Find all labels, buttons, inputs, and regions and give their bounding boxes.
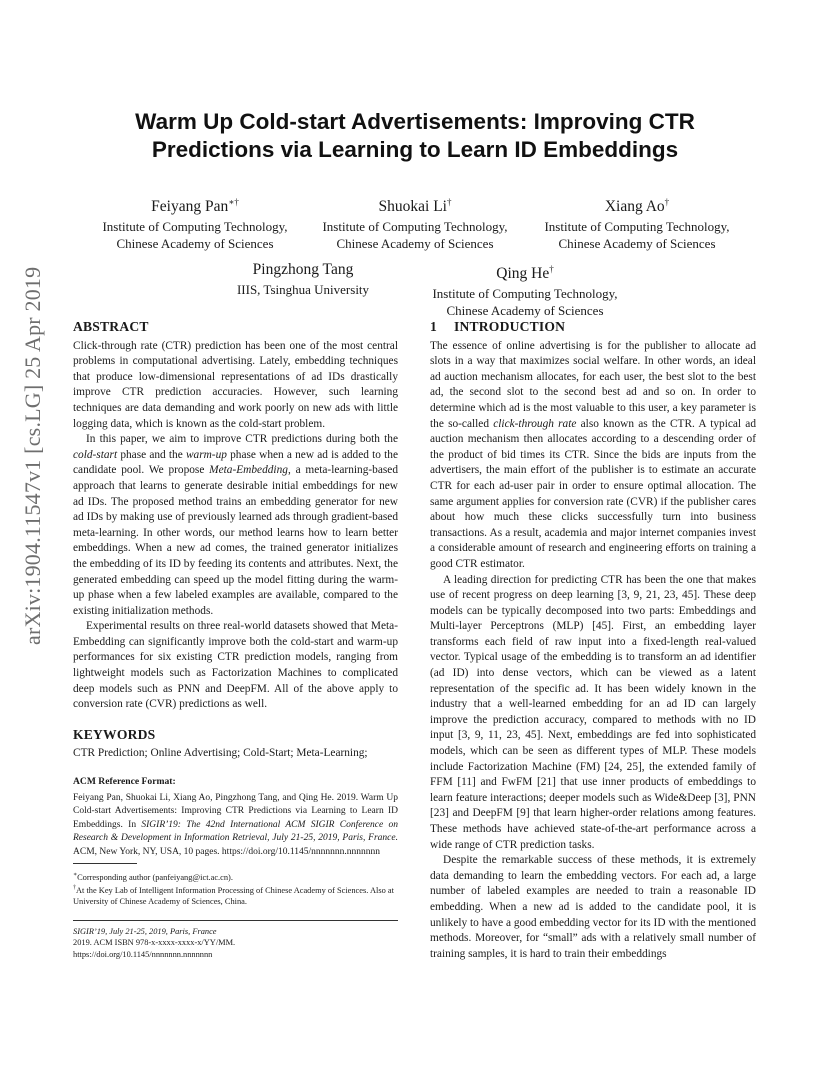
footnote-corresponding-author: ∗Corresponding author (panfeiyang@ict.ac.cn). xyxy=(73,872,233,882)
author-qing-he xyxy=(415,260,635,319)
footnote-divider xyxy=(73,863,137,864)
arxiv-identifier xyxy=(14,266,54,645)
reference-text: Feiyang Pan, Shuokai Li, Xiang Ao, Pingzhong Tang, and Qing He. 2019. Warm Up Cold-start Advertisements: Improving CTR Predictions via Learning to Learn ID Embeddings. In SIGIR’19: The 42nd International ACM SIGIR Conference on Research & Development in Information Retrieval, July 21-25, 2019, Paris, France. ACM, New York, NY, USA, 10 pages. https://doi.org/10.1145/nnnnnnn.nnnnnnn xyxy=(73,792,398,857)
author-name: Pingzhong Tang xyxy=(252,261,354,278)
author-name: Xiang Ao xyxy=(604,198,665,216)
keywords-text: CTR Prediction; Online Advertising; Cold-Start; Meta-Learning; xyxy=(73,747,368,760)
author-name: Qing He xyxy=(496,265,550,283)
arxiv-id-text: arXiv:1904.11547v1 [cs.LG] 25 Apr 2019 xyxy=(20,266,45,645)
reference-heading: ACM Reference Format: xyxy=(73,776,176,788)
abstract-heading: ABSTRACT xyxy=(73,319,149,334)
author-shuokai-li xyxy=(305,193,525,252)
author-affiliation: Chinese Academy of Sciences xyxy=(446,303,604,319)
author-xiang-ao xyxy=(527,193,747,252)
conference-divider xyxy=(73,920,398,921)
section-title: INTRODUCTION xyxy=(454,319,566,334)
author-affiliation: Institute of Computing Technology, xyxy=(102,219,288,235)
section-number: 1 xyxy=(430,319,437,334)
author-marks: † xyxy=(664,197,670,207)
introduction-paragraph: A leading direction for predicting CTR has been the one that makes use of recent progress on deep learning [3, 9, 21, 23, 45]. These deep models can be typically decomposed into two parts: Embeddings and Multi-layer Perceptrons (MLP) [45]. First, an embedding layer transforms each field of raw input into a fixed-length real-valued vector. Typical usage of the embedding is to transform an ad identifier (ad ID) into dense vectors, which can be viewed as a latent representation of the specific ad. It has been widely known in the industry that a well-learned embedding for an ad ID can largely improve the prediction accuracy, compared to methods with no ID input [3, 9, 11, 23, 45]. Next, embeddings are fed into sophisticated models, which can be seen as different types of MLP. These models include Factorization Machine (FM) [24, 25], the extended family of FFM [11] and FwFM [21] that use inner products of embeddings to learn feature interactions; deeper models such as Wide&Deep [3], PNN [23] and DeepFM [9] that learn higher-order relations among features. These methods have achieved state-of-the-art performance across a wide range of CTR prediction tasks. xyxy=(430,573,756,851)
footnotes xyxy=(73,863,403,907)
paper-title xyxy=(80,108,750,164)
author-affiliation: Chinese Academy of Sciences xyxy=(336,236,494,252)
author-affiliation: Chinese Academy of Sciences xyxy=(116,236,274,252)
author-name: Shuokai Li xyxy=(378,198,447,216)
left-column xyxy=(73,319,398,860)
author-name: Feiyang Pan xyxy=(151,198,229,216)
conference-info xyxy=(73,920,398,960)
footnote-affiliation: †At the Key Lab of Intelligent Information Processing of Chinese Academy of Sciences. Also at University of Chinese Academy of Sciences, China. xyxy=(73,885,394,906)
title-line-1: Warm Up Cold-start Advertisements: Improving CTR xyxy=(135,109,695,134)
right-column xyxy=(430,319,756,962)
author-feiyang-pan xyxy=(85,193,305,252)
acm-reference-format xyxy=(73,774,398,860)
abstract-paragraph: Experimental results on three real-world datasets showed that Meta-Embedding can significantly improve both the cold-start and warm-up performances for six existing CTR prediction models, ranging from lightweight models such as Factorization Machines to complicated deep models such as PNN and DeepFM. All of the above apply to conversion rate (CVR) predictions as well. xyxy=(73,620,398,711)
author-affiliation: Institute of Computing Technology, xyxy=(322,219,508,235)
abstract-paragraph: In this paper, we aim to improve CTR predictions during both the cold-start phase and the warm-up phase when a new ad is added to the candidate pool. We propose Meta-Embedding, a meta-learning-based approach that learns to generate desirable initial embeddings for new ad IDs. The proposed method trains an embedding generator for new ad IDs by making use of previously learned ads through gradient-based meta-learning. In other words, our method learns how to learn better embeddings. When a new ad comes, the trained generator initializes the embedding of its ID by feeding its contents and attributes. Next, the generated embedding can speed up the model fitting during the warm-up phase when a few labeled examples are available, compared to the existing initialization methods. xyxy=(73,433,398,617)
introduction-paragraph: Despite the remarkable success of these methods, it is extremely data demanding to learn the embedding vectors. For each ad, a large number of labeled examples are needed to train a reasonable ID embedding. When a new ad is added to the candidate pool, it is unlikely to have a good embedding vector for its ID with the mentioned methods. Moreover, for “small” ads with a relatively small number of training samples, it is hard to train their embeddings xyxy=(430,854,756,960)
introduction-paragraph: The essence of online advertising is for the publisher to allocate ad slots in a way that maximizes social welfare. In other words, an ideal ad auction mechanism allocates, for each user, the best slot to the best ad, the second slot to the second best ad and so on. In order to determine which ad is the most valuable to this user, a key parameter is the so-called click-through rate also known as the CTR. A typical ad auction mechanism then allocates according to a descending order of the product of bid times its CTR. Since the bids are inputs from the advertisers, the main effort of the publisher is to estimate an accurate CTR for each ad-user pair in order to ensure optimal allocation. The same argument applies for conversion rate (CVR) if the publisher cares about how much these clicks successfully turn into business transactions. As a result, academia and major internet companies invest a considerable amount of research and engineering efforts on training a good CTR estimator. xyxy=(430,339,756,570)
title-line-2: Predictions via Learning to Learn ID Embeddings xyxy=(151,137,679,162)
conference-venue: SIGIR’19, July 21-25, 2019, Paris, France xyxy=(73,927,217,936)
author-affiliation: Institute of Computing Technology, xyxy=(544,219,730,235)
author-marks: † xyxy=(446,197,452,207)
keywords-heading: KEYWORDS xyxy=(73,726,156,742)
author-affiliation: Chinese Academy of Sciences xyxy=(558,236,716,252)
conference-isbn: 2019. ACM ISBN 978-x-xxxx-xxxx-x/YY/MM. xyxy=(73,938,236,948)
author-affiliation: IIIS, Tsinghua University xyxy=(236,282,370,297)
author-pingzhong-tang xyxy=(193,260,413,298)
conference-doi: https://doi.org/10.1145/nnnnnnn.nnnnnnn xyxy=(73,949,213,959)
abstract-paragraph: Click-through rate (CTR) prediction has been one of the most central problems in computational advertising. Lately, embedding techniques that produce low-dimensional representations of ad IDs drastically improve CTR prediction accuracies. However, such learning techniques are data demanding and work poorly on new ads with little logging data, which is known as the cold-start problem. xyxy=(73,339,398,430)
author-marks: ∗† xyxy=(228,197,239,207)
introduction-heading xyxy=(430,319,756,335)
author-marks: † xyxy=(549,264,554,274)
author-affiliation: Institute of Computing Technology, xyxy=(432,286,618,302)
